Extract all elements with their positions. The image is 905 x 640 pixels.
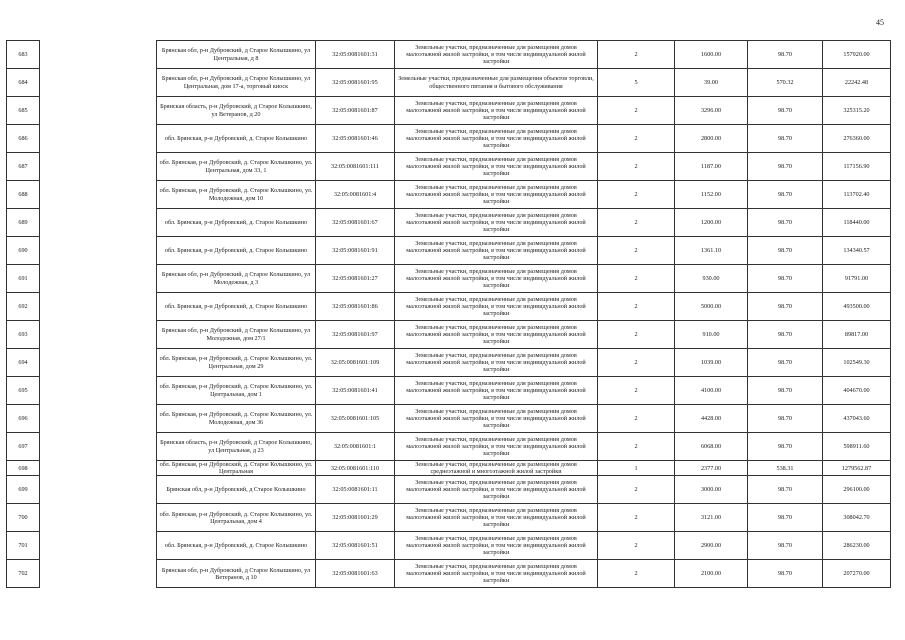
cadastral-value-cell: 296100.00 [823, 476, 891, 504]
specific-value-cell: 98.70 [748, 349, 823, 377]
area-cell: 4428.00 [675, 405, 748, 433]
blank-cell [40, 293, 157, 321]
address-cell: обл. Брянская, р-н Дубровский, д. Старое Колышкино, ул. Центральная, дом 1 [157, 377, 316, 405]
cadastral-value-cell: 308042.70 [823, 504, 891, 532]
area-cell: 930.00 [675, 265, 748, 293]
group-number-cell: 2 [598, 181, 675, 209]
area-cell: 6068.00 [675, 433, 748, 461]
group-number-cell: 2 [598, 153, 675, 181]
address-cell: обл. Брянская, р-н Дубровский, д. Старое Колышкино, ул. Молодежная, дом 36 [157, 405, 316, 433]
cadastral-value-cell: 102549.30 [823, 349, 891, 377]
address-cell: Брянская область, р-н Дубровский, д Старое Колышкино, ул Ветеранов, д 20 [157, 97, 316, 125]
specific-value-cell: 98.70 [748, 153, 823, 181]
row-number-cell: 691 [7, 265, 40, 293]
cadastral-number-cell: 32:05:0081601:109 [316, 349, 395, 377]
cadastral-number-cell: 32:05:0081601:86 [316, 293, 395, 321]
group-number-cell: 1 [598, 461, 675, 476]
area-cell: 1152.00 [675, 181, 748, 209]
land-use-cell: Земельные участки, предназначенные для размещения домов малоэтажной жилой застройки, в том числе индивидуальной жилой застройки [395, 125, 598, 153]
specific-value-cell: 538.31 [748, 461, 823, 476]
group-number-cell: 5 [598, 69, 675, 97]
group-number-cell: 2 [598, 476, 675, 504]
group-number-cell: 2 [598, 125, 675, 153]
table-row [7, 377, 891, 405]
cadastral-number-cell: 32:05:0081601:97 [316, 321, 395, 349]
cadastral-value-cell: 437043.60 [823, 405, 891, 433]
row-number-cell: 701 [7, 532, 40, 560]
address-cell: обл. Брянская, р-н Дубровский, д. Старое Колышкино, ул. Центральная, дом 29 [157, 349, 316, 377]
row-number-cell: 688 [7, 181, 40, 209]
specific-value-cell: 98.70 [748, 405, 823, 433]
specific-value-cell: 98.70 [748, 293, 823, 321]
cadastral-value-cell: 325315.20 [823, 97, 891, 125]
land-use-cell: Земельные участки, предназначенные для размещения домов малоэтажной жилой застройки, в том числе индивидуальной жилой застройки [395, 532, 598, 560]
table-row [7, 532, 891, 560]
cadastral-number-cell: 32:05:0081601:110 [316, 461, 395, 476]
blank-cell [40, 476, 157, 504]
cadastral-value-cell: 89817.00 [823, 321, 891, 349]
cadastral-value-cell: 157920.00 [823, 41, 891, 69]
address-cell: обл. Брянская, р-н Дубровский, д. Старое Колышкино, ул. Центральная [157, 461, 316, 476]
specific-value-cell: 98.70 [748, 265, 823, 293]
group-number-cell: 2 [598, 209, 675, 237]
area-cell: 2100.00 [675, 560, 748, 588]
table-row [7, 69, 891, 97]
address-cell: Брянская обл, р-н Дубровский, д Старое Колышкино, ул Центральная, д 8 [157, 41, 316, 69]
group-number-cell: 2 [598, 265, 675, 293]
group-number-cell: 2 [598, 560, 675, 588]
table-row [7, 321, 891, 349]
specific-value-cell: 570.32 [748, 69, 823, 97]
table-row [7, 153, 891, 181]
cadastral-table [6, 40, 891, 588]
address-cell: Брянская обл, р-н Дубровский, д Старое Колышкино [157, 476, 316, 504]
row-number-cell: 700 [7, 504, 40, 532]
cadastral-number-cell: 32:05:0081601:111 [316, 153, 395, 181]
land-use-cell: Земельные участки, предназначенные для размещения объектов торговли, общественного питания и бытового обслуживания [395, 69, 598, 97]
area-cell: 2900.00 [675, 532, 748, 560]
row-number-cell: 690 [7, 237, 40, 265]
specific-value-cell: 98.70 [748, 41, 823, 69]
blank-cell [40, 377, 157, 405]
group-number-cell: 2 [598, 532, 675, 560]
row-number-cell: 686 [7, 125, 40, 153]
row-number-cell: 695 [7, 377, 40, 405]
table-row [7, 209, 891, 237]
cadastral-number-cell: 32:05:0081601:1 [316, 433, 395, 461]
row-number-cell: 685 [7, 97, 40, 125]
land-use-cell: Земельные участки, предназначенные для размещения домов малоэтажной жилой застройки, в том числе индивидуальной жилой застройки [395, 41, 598, 69]
land-use-cell: Земельные участки, предназначенные для размещения домов малоэтажной жилой застройки, в том числе индивидуальной жилой застройки [395, 560, 598, 588]
blank-cell [40, 237, 157, 265]
specific-value-cell: 98.70 [748, 97, 823, 125]
cadastral-value-cell: 134340.57 [823, 237, 891, 265]
table-row [7, 293, 891, 321]
specific-value-cell: 98.70 [748, 181, 823, 209]
address-cell: Брянская обл, р-н Дубровский, д Старое Колышкино, ул Ветеранов, д 10 [157, 560, 316, 588]
row-number-cell: 683 [7, 41, 40, 69]
cadastral-number-cell: 32:05:0081601:91 [316, 237, 395, 265]
specific-value-cell: 98.70 [748, 560, 823, 588]
area-cell: 4100.00 [675, 377, 748, 405]
blank-cell [40, 153, 157, 181]
blank-cell [40, 405, 157, 433]
land-use-cell: Земельные участки, предназначенные для размещения домов малоэтажной жилой застройки, в том числе индивидуальной жилой застройки [395, 504, 598, 532]
land-use-cell: Земельные участки, предназначенные для размещения домов малоэтажной жилой застройки, в том числе индивидуальной жилой застройки [395, 153, 598, 181]
table-row [7, 181, 891, 209]
cadastral-value-cell: 207270.00 [823, 560, 891, 588]
cadastral-number-cell: 32:05:0081601:67 [316, 209, 395, 237]
area-cell: 2377.00 [675, 461, 748, 476]
table-row [7, 349, 891, 377]
land-use-cell: Земельные участки, предназначенные для размещения домов малоэтажной жилой застройки, в том числе индивидуальной жилой застройки [395, 433, 598, 461]
cadastral-value-cell: 1279562.87 [823, 461, 891, 476]
group-number-cell: 2 [598, 97, 675, 125]
blank-cell [40, 181, 157, 209]
area-cell: 3000.00 [675, 476, 748, 504]
table-row [7, 97, 891, 125]
blank-cell [40, 560, 157, 588]
area-cell: 1200.00 [675, 209, 748, 237]
address-cell: обл. Брянская, р-н Дубровский, д. Старое Колышкино [157, 237, 316, 265]
blank-cell [40, 461, 157, 476]
group-number-cell: 2 [598, 433, 675, 461]
table-row [7, 265, 891, 293]
area-cell: 1039.00 [675, 349, 748, 377]
land-use-cell: Земельные участки, предназначенные для размещения домов малоэтажной жилой застройки, в том числе индивидуальной жилой застройки [395, 237, 598, 265]
area-cell: 1187.00 [675, 153, 748, 181]
address-cell: обл. Брянская, р-н Дубровский, д. Старое Колышкино [157, 125, 316, 153]
blank-cell [40, 209, 157, 237]
specific-value-cell: 98.70 [748, 476, 823, 504]
cadastral-value-cell: 404670.00 [823, 377, 891, 405]
specific-value-cell: 98.70 [748, 532, 823, 560]
land-use-cell: Земельные участки, предназначенные для размещения домов малоэтажной жилой застройки, в том числе индивидуальной жилой застройки [395, 97, 598, 125]
address-cell: Брянская обл, р-н Дубровский, д Старое Колышкино, ул Центральная, дом 17-а, торговый киоск [157, 69, 316, 97]
group-number-cell: 2 [598, 41, 675, 69]
group-number-cell: 2 [598, 293, 675, 321]
table-row [7, 476, 891, 504]
blank-cell [40, 41, 157, 69]
row-number-cell: 689 [7, 209, 40, 237]
table-row [7, 433, 891, 461]
cadastral-number-cell: 32:05:0081601:95 [316, 69, 395, 97]
blank-cell [40, 125, 157, 153]
area-cell: 5000.00 [675, 293, 748, 321]
cadastral-number-cell: 32:05:0081601:29 [316, 504, 395, 532]
land-use-cell: Земельные участки, предназначенные для размещения домов малоэтажной жилой застройки, в том числе индивидуальной жилой застройки [395, 476, 598, 504]
address-cell: Брянская обл, р-н Дубровский, д Старое Колышкино, ул Молодежная, дом 27/1 [157, 321, 316, 349]
area-cell: 1600.00 [675, 41, 748, 69]
address-cell: обл. Брянская, р-н Дубровский, д. Старое Колышкино, ул. Молодежная, дом 10 [157, 181, 316, 209]
row-number-cell: 692 [7, 293, 40, 321]
row-number-cell: 693 [7, 321, 40, 349]
specific-value-cell: 98.70 [748, 125, 823, 153]
cadastral-value-cell: 113702.40 [823, 181, 891, 209]
blank-cell [40, 97, 157, 125]
address-cell: обл. Брянская, р-н Дубровский, д. Старое Колышкино [157, 293, 316, 321]
blank-cell [40, 433, 157, 461]
cadastral-number-cell: 32:05:0081601:105 [316, 405, 395, 433]
land-use-cell: Земельные участки, предназначенные для размещения домов малоэтажной жилой застройки, в том числе индивидуальной жилой застройки [395, 209, 598, 237]
cadastral-number-cell: 32:05:0081601:63 [316, 560, 395, 588]
table-row [7, 41, 891, 69]
table-row [7, 560, 891, 588]
cadastral-value-cell: 286230.00 [823, 532, 891, 560]
area-cell: 910.00 [675, 321, 748, 349]
blank-cell [40, 69, 157, 97]
table-row [7, 405, 891, 433]
group-number-cell: 2 [598, 237, 675, 265]
table-row [7, 125, 891, 153]
cadastral-value-cell: 91791.00 [823, 265, 891, 293]
area-cell: 3121.00 [675, 504, 748, 532]
address-cell: обл. Брянская, р-н Дубровский, д. Старое Колышкино, ул. Центральная, дом 4 [157, 504, 316, 532]
row-number-cell: 684 [7, 69, 40, 97]
land-use-cell: Земельные участки, предназначенные для размещения домов малоэтажной жилой застройки, в том числе индивидуальной жилой застройки [395, 349, 598, 377]
address-cell: Брянская область, р-н Дубровский, д Старое Колышкино, ул Центральная, д 23 [157, 433, 316, 461]
specific-value-cell: 98.70 [748, 433, 823, 461]
group-number-cell: 2 [598, 377, 675, 405]
table-row [7, 461, 891, 476]
address-cell: обл. Брянская, р-н Дубровский, д. Старое Колышкино [157, 209, 316, 237]
blank-cell [40, 265, 157, 293]
blank-cell [40, 504, 157, 532]
group-number-cell: 2 [598, 405, 675, 433]
table-row [7, 504, 891, 532]
specific-value-cell: 98.70 [748, 237, 823, 265]
group-number-cell: 2 [598, 504, 675, 532]
cadastral-value-cell: 118440.00 [823, 209, 891, 237]
land-use-cell: Земельные участки, предназначенные для размещения домов малоэтажной жилой застройки, в том числе индивидуальной жилой застройки [395, 181, 598, 209]
page-number: 45 [876, 18, 884, 27]
area-cell: 3296.00 [675, 97, 748, 125]
row-number-cell: 698 [7, 461, 40, 476]
area-cell: 2800.00 [675, 125, 748, 153]
land-use-cell: Земельные участки, предназначенные для размещения домов среднеэтажной и многоэтажной жилой застройки [395, 461, 598, 476]
cadastral-value-cell: 598911.60 [823, 433, 891, 461]
area-cell: 39.00 [675, 69, 748, 97]
address-cell: обл. Брянская, р-н Дубровский, д. Старое Колышкино, ул. Центральная, дом 33, 1 [157, 153, 316, 181]
cadastral-value-cell: 22242.48 [823, 69, 891, 97]
table-body [7, 41, 891, 588]
specific-value-cell: 98.70 [748, 504, 823, 532]
row-number-cell: 696 [7, 405, 40, 433]
address-cell: Брянская обл, р-н Дубровский, д Старое Колышкино, ул Молодежная, д 3 [157, 265, 316, 293]
row-number-cell: 697 [7, 433, 40, 461]
table-row [7, 237, 891, 265]
row-number-cell: 699 [7, 476, 40, 504]
address-cell: обл. Брянская, р-н Дубровский, д. Старое Колышкино [157, 532, 316, 560]
cadastral-number-cell: 32:05:0081601:87 [316, 97, 395, 125]
land-use-cell: Земельные участки, предназначенные для размещения домов малоэтажной жилой застройки, в том числе индивидуальной жилой застройки [395, 293, 598, 321]
cadastral-number-cell: 32:05:0081601:46 [316, 125, 395, 153]
row-number-cell: 687 [7, 153, 40, 181]
specific-value-cell: 98.70 [748, 377, 823, 405]
area-cell: 1361.10 [675, 237, 748, 265]
row-number-cell: 702 [7, 560, 40, 588]
cadastral-value-cell: 117156.90 [823, 153, 891, 181]
blank-cell [40, 349, 157, 377]
land-use-cell: Земельные участки, предназначенные для размещения домов малоэтажной жилой застройки, в том числе индивидуальной жилой застройки [395, 377, 598, 405]
cadastral-value-cell: 493500.00 [823, 293, 891, 321]
blank-cell [40, 321, 157, 349]
specific-value-cell: 98.70 [748, 321, 823, 349]
blank-cell [40, 532, 157, 560]
group-number-cell: 2 [598, 321, 675, 349]
land-use-cell: Земельные участки, предназначенные для размещения домов малоэтажной жилой застройки, в том числе индивидуальной жилой застройки [395, 321, 598, 349]
land-use-cell: Земельные участки, предназначенные для размещения домов малоэтажной жилой застройки, в том числе индивидуальной жилой застройки [395, 405, 598, 433]
cadastral-number-cell: 32:05:0081601:31 [316, 41, 395, 69]
cadastral-number-cell: 32:05:0081601:51 [316, 532, 395, 560]
land-use-cell: Земельные участки, предназначенные для размещения домов малоэтажной жилой застройки, в том числе индивидуальной жилой застройки [395, 265, 598, 293]
group-number-cell: 2 [598, 349, 675, 377]
cadastral-number-cell: 32:05:0081601:41 [316, 377, 395, 405]
specific-value-cell: 98.70 [748, 209, 823, 237]
cadastral-number-cell: 32:05:0081601:4 [316, 181, 395, 209]
cadastral-number-cell: 32:05:0081601:11 [316, 476, 395, 504]
row-number-cell: 694 [7, 349, 40, 377]
cadastral-value-cell: 276360.00 [823, 125, 891, 153]
cadastral-number-cell: 32:05:0081601:27 [316, 265, 395, 293]
